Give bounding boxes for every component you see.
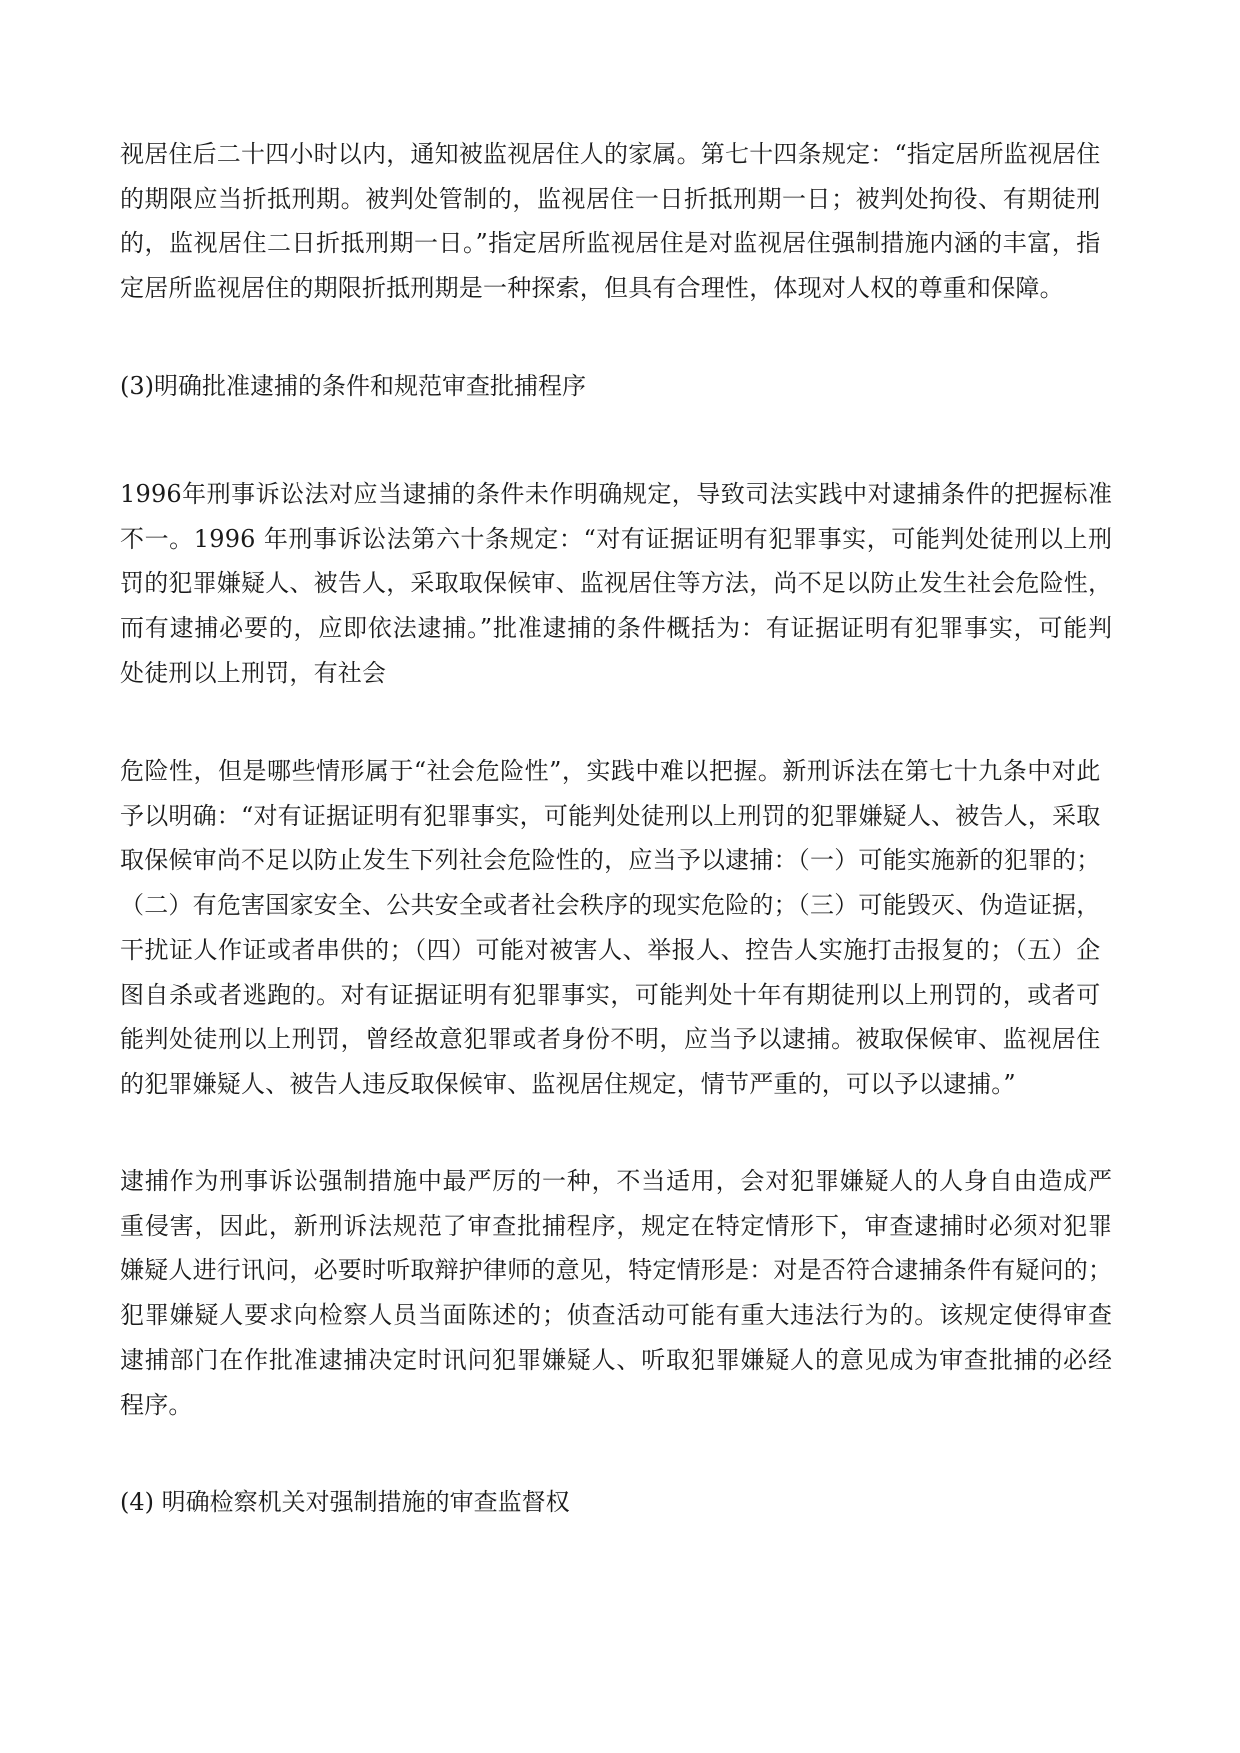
text-line: 予以明确：“对有证据证明有犯罪事实，可能判处徒刑以上刑罚的犯罪嫌疑人、被告人，采取 [120, 801, 1101, 830]
section-heading-3: (3)明确批准逮捕的条件和规范审查批捕程序 [120, 372, 586, 400]
text-line: 犯罪嫌疑人要求向检察人员当面陈述的；侦查活动可能有重大违法行为的。该规定使得审查 [120, 1301, 1113, 1330]
text-line: 逮捕作为刑事诉讼强制措施中最严厉的一种，不当适用，会对犯罪嫌疑人的人身自由造成严 [120, 1167, 1113, 1195]
text-line: 嫌疑人进行讯问，必要时听取辩护律师的意见，特定情形是：对是否符合逮捕条件有疑问的； [120, 1256, 1113, 1285]
text-line: 的犯罪嫌疑人、被告人违反取保候审、监视居住规定，情节严重的，可以予以逮捕。” [120, 1069, 1016, 1098]
section-heading-4: (4) 明确检察机关对强制措施的审查监督权 [120, 1488, 570, 1516]
text-line: 不一。1996 年刑事诉讼法第六十条规定：“对有证据证明有犯罪事实，可能判处徒刑以上刑 [120, 524, 1113, 553]
text-line: 的，监视居住二日折抵刑期一日。”指定居所监视居住是对监视居住强制措施内涵的丰富，指 [120, 229, 1101, 258]
text-line: 干扰证人作证或者串供的；（四）可能对被害人、举报人、控告人实施打击报复的；（五）企 [120, 935, 1101, 964]
text-line: 处徒刑以上刑罚，有社会 [120, 658, 387, 687]
text-line: 重侵害，因此，新刑诉法规范了审查批捕程序，规定在特定情形下，审查逮捕时必须对犯罪 [120, 1211, 1113, 1240]
text-line: 而有逮捕必要的，应即依法逮捕。”批准逮捕的条件概括为：有证据证明有犯罪事实，可能判 [120, 614, 1113, 643]
text-line: 程序。 [120, 1390, 193, 1419]
text-line: 能判处徒刑以上刑罚，曾经故意犯罪或者身份不明，应当予以逮捕。被取保候审、监视居住 [120, 1025, 1101, 1054]
text-line: 罚的犯罪嫌疑人、被告人，采取取保候审、监视居住等方法，尚不足以防止发生社会危险性， [120, 569, 1113, 598]
paragraph-1996-arrest-conditions [120, 472, 1112, 696]
text-line: （二）有危害国家安全、公共安全或者社会秩序的现实危险的；（三）可能毁灭、伪造证据， [120, 891, 1101, 920]
paragraph-social-danger-definition [120, 749, 1100, 1107]
text-line: 的期限应当折抵刑期。被判处管制的，监视居住一日折抵刑期一日；被判处拘役、有期徒刑 [120, 184, 1101, 213]
text-line: 取保候审尚不足以防止发生下列社会危险性的，应当予以逮捕：（一）可能实施新的犯罪的； [120, 846, 1101, 875]
text-line: 定居所监视居住的期限折抵刑期是一种探索，但具有合理性，体现对人权的尊重和保障。 [120, 274, 1064, 303]
text-line: 逮捕部门在作批准逮捕决定时讯问犯罪嫌疑人、听取犯罪嫌疑人的意见成为审查批捕的必经 [120, 1345, 1113, 1374]
text-line: 危险性，但是哪些情形属于“社会危险性”，实践中难以把握。新刑诉法在第七十九条中对此 [120, 757, 1101, 785]
paragraph-custody-time-offset [120, 132, 1100, 311]
text-line: 图自杀或者逃跑的。对有证据证明有犯罪事实，可能判处十年有期徒刑以上刑罚的，或者可 [120, 980, 1101, 1009]
text-line: 视居住后二十四小时以内，通知被监视居住人的家属。第七十四条规定：“指定居所监视居住 [120, 140, 1101, 168]
paragraph-arrest-review-procedure [120, 1159, 1112, 1427]
text-line: 1996年刑事诉讼法对应当逮捕的条件未作明确规定，导致司法实践中对逮捕条件的把握标准 [120, 480, 1113, 508]
